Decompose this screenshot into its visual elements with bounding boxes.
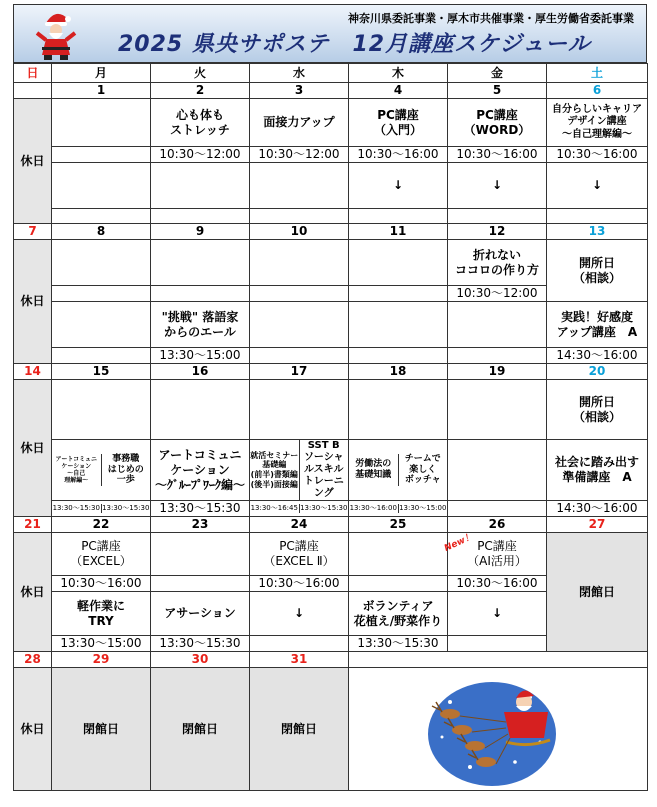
week2-pm-times — [14, 348, 648, 364]
week2-pm — [14, 302, 648, 348]
schedule-sheet — [13, 4, 647, 802]
week1-pm — [14, 163, 648, 209]
weekday-mon: 月 — [52, 64, 151, 83]
date-cell: 8 — [52, 224, 151, 240]
event-cell: 就活セミナー 基礎編 (前半)書類編 (後半)面接編 — [250, 450, 299, 489]
date-cell: 1 — [52, 83, 151, 99]
event-cell: 開所日 （相談） — [547, 380, 648, 440]
weekday-tue: 火 — [151, 64, 250, 83]
event-cell: PC講座 （EXCEL） — [52, 533, 151, 576]
date-cell: 24 — [250, 517, 349, 533]
date-cell: 17 — [250, 364, 349, 380]
weekday-thu: 木 — [349, 64, 448, 83]
date-cell: 12 — [448, 224, 547, 240]
arrow-cell: ↓ — [547, 163, 648, 209]
date-cell: 20 — [547, 364, 648, 380]
time-cell: 10:30～16:00 — [547, 147, 648, 163]
time-cell: 13:30～16:45 — [250, 504, 298, 513]
time-cell: 10:30～16:00 — [448, 147, 547, 163]
time-cell: 13:30～15:00 — [399, 504, 447, 513]
week1-pm-times — [14, 209, 648, 224]
time-cell: 10:30～12:00 — [151, 147, 250, 163]
date-cell: 15 — [52, 364, 151, 380]
time-cell: 10:30～12:00 — [448, 286, 547, 302]
event-cell: PC講座 （WORD） — [448, 99, 547, 147]
date-cell: 2 — [151, 83, 250, 99]
closed-day: 閉館日 — [52, 668, 151, 791]
event-cell: PC講座 （EXCEL Ⅱ） — [250, 533, 349, 576]
date-cell: 10 — [250, 224, 349, 240]
time-cell: 13:30～15:00 — [52, 636, 151, 652]
date-cell: 4 — [349, 83, 448, 99]
time-cell: 13:30～16:00 — [349, 504, 397, 513]
weekday-header-row — [14, 64, 648, 83]
week3-am — [14, 380, 648, 440]
date-cell: 7 — [14, 224, 52, 240]
date-cell: 26 — [448, 517, 547, 533]
date-cell: 22 — [52, 517, 151, 533]
event-cell: ボランティア 花植え/野菜作り — [349, 592, 448, 636]
event-cell: アサーション — [151, 592, 250, 636]
date-cell: 14 — [14, 364, 52, 380]
weekday-wed: 水 — [250, 64, 349, 83]
event-cell: 軽作業に TRY — [52, 592, 151, 636]
date-cell: 3 — [250, 83, 349, 99]
time-cell: 13:30～15:30 — [151, 636, 250, 652]
time-cell: 13:30～15:30 — [349, 636, 448, 652]
week2-am — [14, 240, 648, 286]
arrow-cell: ↓ — [448, 592, 547, 636]
event-cell: 自分らしいキャリア デザイン講座 ～自己理解編～ — [547, 99, 648, 147]
closed-day: 閉館日 — [547, 533, 648, 652]
event-cell: 心も体も ストレッチ — [151, 99, 250, 147]
date-cell: 9 — [151, 224, 250, 240]
split-cell — [349, 501, 448, 517]
arrow-cell: ↓ — [250, 592, 349, 636]
date-cell: 13 — [547, 224, 648, 240]
time-cell: 13:30～15:00 — [151, 348, 250, 364]
time-cell: 10:30～16:00 — [448, 576, 547, 592]
event-cell: 面接力アップ — [250, 99, 349, 147]
weekday-sat: 土 — [547, 64, 648, 83]
event-cell: チームで 楽しく ボッチャ — [398, 454, 448, 486]
event-cell: アートコミュニ ケーション ～ｸﾞﾙｰﾌﾟﾜｰｸ編～ — [151, 440, 250, 501]
time-cell: 10:30～16:00 — [250, 576, 349, 592]
closed-day: 閉館日 — [151, 668, 250, 791]
event-cell: アートコミュニ ケーション ～自己 理解編～ — [55, 455, 97, 485]
week1-dates — [14, 83, 648, 99]
date-cell: 25 — [349, 517, 448, 533]
weekday-sun: 日 — [14, 64, 52, 83]
sunday-closed: 休日 — [14, 380, 52, 517]
date-cell: 11 — [349, 224, 448, 240]
event-cell: 折れない ココロの作り方 — [448, 240, 547, 286]
new-badge: New！ — [442, 531, 476, 554]
time-cell: 13:30～15:30 — [300, 504, 348, 513]
week4-dates — [14, 517, 648, 533]
date-cell: 21 — [14, 517, 52, 533]
date-cell: 6 — [547, 83, 648, 99]
event-cell: 労働法の 基礎知識 — [355, 459, 392, 480]
date-cell: 29 — [52, 652, 151, 668]
header-banner — [13, 4, 647, 63]
date-cell: 27 — [547, 517, 648, 533]
week4-am — [14, 533, 648, 576]
event-cell: PC講座 （AI活用） — [448, 533, 547, 576]
date-cell — [14, 83, 52, 99]
arrow-cell: ↓ — [349, 163, 448, 209]
date-cell: 5 — [448, 83, 547, 99]
date-cell: 30 — [151, 652, 250, 668]
time-cell: 10:30～16:00 — [349, 147, 448, 163]
time-cell: 13:30～15:30 — [102, 504, 150, 513]
santa-sleigh-illustration — [420, 672, 562, 790]
page-title: 2025 県央サポステ 12月講座スケジュール — [118, 32, 591, 57]
split-cell — [52, 440, 151, 501]
date-cell: 23 — [151, 517, 250, 533]
weekday-fri: 金 — [448, 64, 547, 83]
sunday-closed: 休日 — [14, 533, 52, 652]
week2-dates — [14, 224, 648, 240]
event-cell: 事務職 はじめの 一歩 — [101, 454, 151, 486]
time-cell: 10:30～12:00 — [250, 147, 349, 163]
sunday-closed: 休日 — [14, 99, 52, 224]
event-cell — [52, 99, 151, 147]
event-cell: PC講座 （入門） — [349, 99, 448, 147]
time-cell: 13:30～15:30 — [52, 504, 100, 513]
week1-am — [14, 99, 648, 147]
arrow-cell: ↓ — [448, 163, 547, 209]
time-cell: 14:30～16:00 — [547, 348, 648, 364]
sponsor-line: 神奈川県委託事業・厚木市共催事業・厚生労働省委託事業 — [348, 12, 634, 25]
event-cell: "挑戦" 落語家 からのエール — [151, 302, 250, 348]
week3-dates — [14, 364, 648, 380]
closed-day: 閉館日 — [250, 668, 349, 791]
sunday-closed: 休日 — [14, 240, 52, 364]
event-cell: 社会に踏み出す 準備講座 A — [547, 440, 648, 501]
date-cell: 31 — [250, 652, 349, 668]
split-cell — [349, 440, 448, 501]
week1-am-times — [14, 147, 648, 163]
week3-pm — [14, 440, 648, 501]
week3-pm-times — [14, 501, 648, 517]
date-cell: 28 — [14, 652, 52, 668]
split-cell — [250, 501, 349, 517]
date-cell: 16 — [151, 364, 250, 380]
event-cell: 開所日 （相談） — [547, 240, 648, 302]
event-cell: SST B ソーシャルスキル トレーニング — [299, 440, 349, 500]
time-cell: 14:30～16:00 — [547, 501, 648, 517]
event-cell: 実践！好感度 アップ講座 A — [547, 302, 648, 348]
date-cell: 18 — [349, 364, 448, 380]
split-cell — [52, 501, 151, 517]
time-cell: 10:30～16:00 — [52, 576, 151, 592]
santa-icon — [34, 9, 78, 61]
week5-dates — [14, 652, 648, 668]
sunday-closed: 休日 — [14, 668, 52, 791]
time-cell: 13:30～15:30 — [151, 501, 250, 517]
date-cell: 19 — [448, 364, 547, 380]
split-cell — [250, 440, 349, 501]
